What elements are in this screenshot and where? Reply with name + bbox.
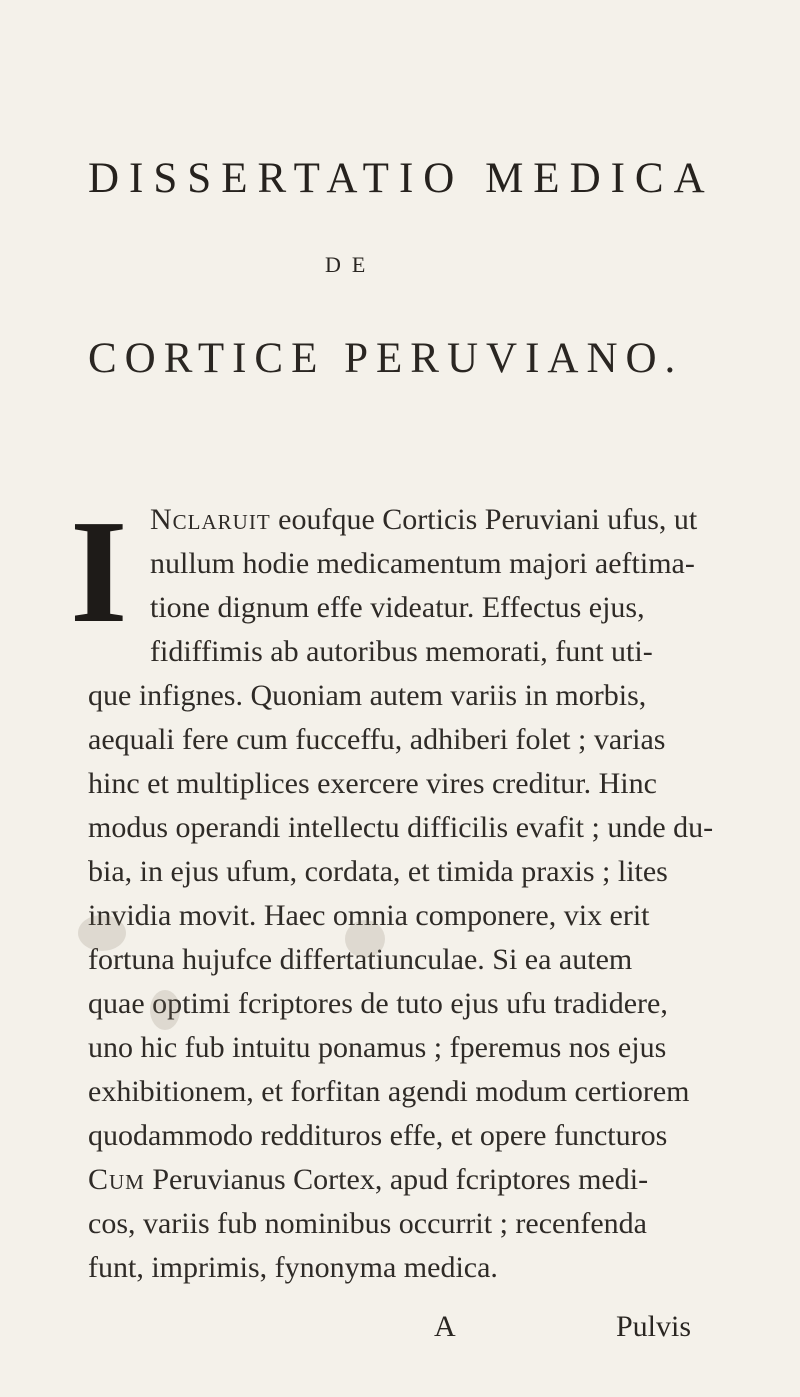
text-line: invidia movit. Haec omnia componere, vix erit: [88, 899, 650, 932]
page-subtitle: CORTICE PERUVIANO.: [88, 335, 684, 382]
catchword: Pulvis: [616, 1310, 692, 1343]
page-title: DISSERTATIO MEDICA: [88, 155, 715, 202]
paragraph-opening-word: Cum: [88, 1163, 145, 1196]
title-connector: DE: [325, 252, 377, 277]
text-line: uno hic fub intuitu ponamus ; fperemus nos ejus: [88, 1031, 667, 1064]
text-line: [150, 500, 697, 540]
opening-word: Nclaruit: [150, 503, 271, 536]
text-line: modus operandi intellectu difficilis evafit ; unde du-: [88, 811, 714, 844]
text-line: quodammodo reddituros effe, et opere functuros: [88, 1119, 668, 1152]
text-line: hinc et multiplices exercere vires creditur. Hinc: [88, 767, 657, 800]
text-line: cos, variis fub nominibus occurrit ; recenfenda: [88, 1207, 647, 1240]
drop-cap: I: [70, 490, 128, 654]
line-rest: eoufque Corticis Peruviani ufus, ut: [270, 503, 698, 536]
ink-blot: [78, 915, 126, 951]
text-line: que infignes. Quoniam autem variis in morbis,: [88, 679, 647, 712]
signature-mark: A: [434, 1310, 456, 1343]
text-line: bia, in ejus ufum, cordata, et timida praxis ; lites: [88, 855, 668, 888]
text-line: fidiffimis ab autoribus memorati, funt uti-: [150, 635, 653, 668]
line-rest: Peruvianus Cortex, apud fcriptores medi-: [144, 1163, 649, 1196]
text-line: exhibitionem, et forfitan agendi modum certiorem: [88, 1075, 690, 1108]
text-line: funt, imprimis, fynonyma medica.: [88, 1251, 498, 1284]
ink-blot: [345, 920, 385, 958]
text-line: nullum hodie medicamentum majori aeftima-: [150, 547, 695, 580]
text-line: [88, 1160, 648, 1200]
text-line: fortuna hujufce differtatiunculae. Si ea autem: [88, 943, 633, 976]
text-line: quae optimi fcriptores de tuto ejus ufu tradidere,: [88, 987, 668, 1020]
text-line: aequali fere cum fucceffu, adhiberi folet ; varias: [88, 723, 666, 756]
ink-blot: [150, 990, 180, 1030]
text-line: tione dignum effe videatur. Effectus ejus,: [150, 591, 645, 624]
